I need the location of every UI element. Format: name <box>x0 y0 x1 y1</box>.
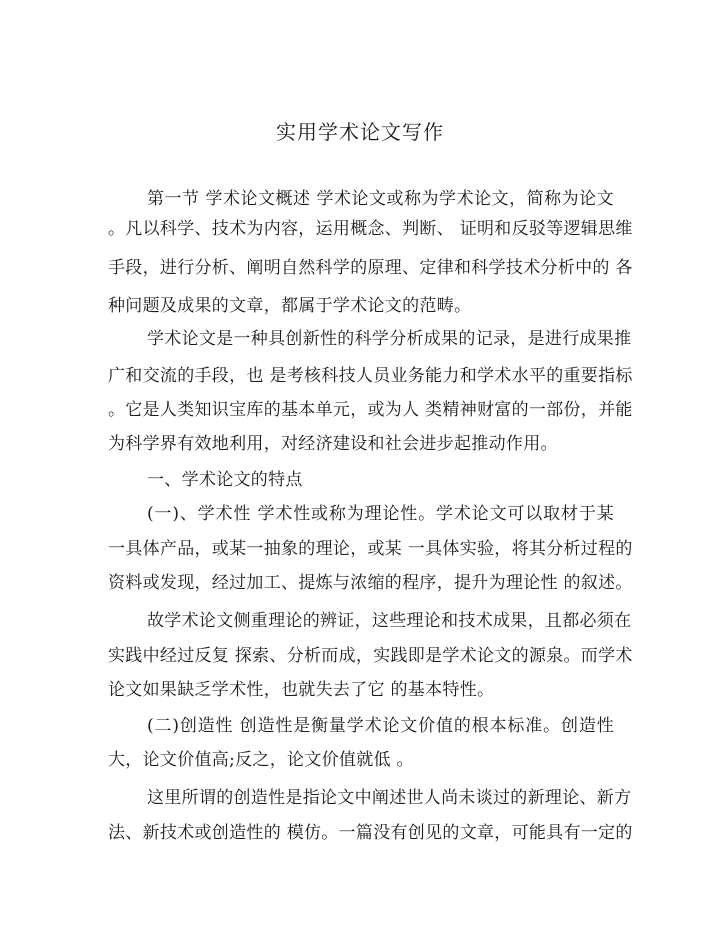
text-line: (一)、学术性 学术性或称为理论性。学术论文可以取材于某 <box>147 504 614 524</box>
text-line: 一具体产品，或某一抽象的理论，或某 一具体实验，将其分析过程的 <box>108 539 633 559</box>
text-line: 故学术论文侧重理论的辨证，这些理论和技术成果，且都必须在 <box>147 611 632 631</box>
text-line: 大，论文价值高;反之，论文价值就低 。 <box>108 750 414 770</box>
text-line: 实践中经过反复 探索、分析而成，实践即是学术论文的源泉。而学术 <box>108 646 633 666</box>
text-line: 。它是人类知识宝库的基本单元，或为人 类精神财富的一部份，并能 <box>108 400 633 420</box>
text-line: 种问题及成果的文章，都属于学术论文的范畴。 <box>108 296 472 316</box>
text-line: 学术论文是一种具创新性的科学分析成果的记录，是进行成果推 <box>147 329 632 349</box>
text-line: 这里所谓的创造性是指论文中阐述世人尚未谈过的新理论、新方 <box>147 788 632 808</box>
document-title: 实用学术论文写作 <box>276 120 444 144</box>
text-line: 法、新技术或创造性的 模仿。一篇没有创见的文章，可能具有一定的 <box>108 823 633 843</box>
text-line: (二)创造性 创造性是衡量学术论文价值的根本标准。创造性 <box>147 716 614 736</box>
text-line: 广和交流的手段，也 是考核科技人员业务能力和学术水平的重要指标 <box>108 366 633 386</box>
text-line: 手段，进行分析、阐明自然科学的原理、定律和科学技术分析中的 各 <box>108 258 633 278</box>
text-line: 论文如果缺乏学术性，也就失去了它 的基本特性。 <box>108 680 495 700</box>
text-line: 。凡以科学、技术为内容，运用概念、判断、 证明和反驳等逻辑思维 <box>108 219 633 239</box>
text-line: 第一节 学术论文概述 学术论文或称为学术论文，简称为论文 <box>147 189 614 209</box>
section-heading: 一、学术论文的特点 <box>147 470 303 490</box>
text-line: 资料或发现，经过加工、提炼与浓缩的程序，提升为理论性 的叙述。 <box>108 573 633 593</box>
text-line: 为科学界有效地利用，对经济建设和社会进步起推动作用。 <box>108 434 558 454</box>
